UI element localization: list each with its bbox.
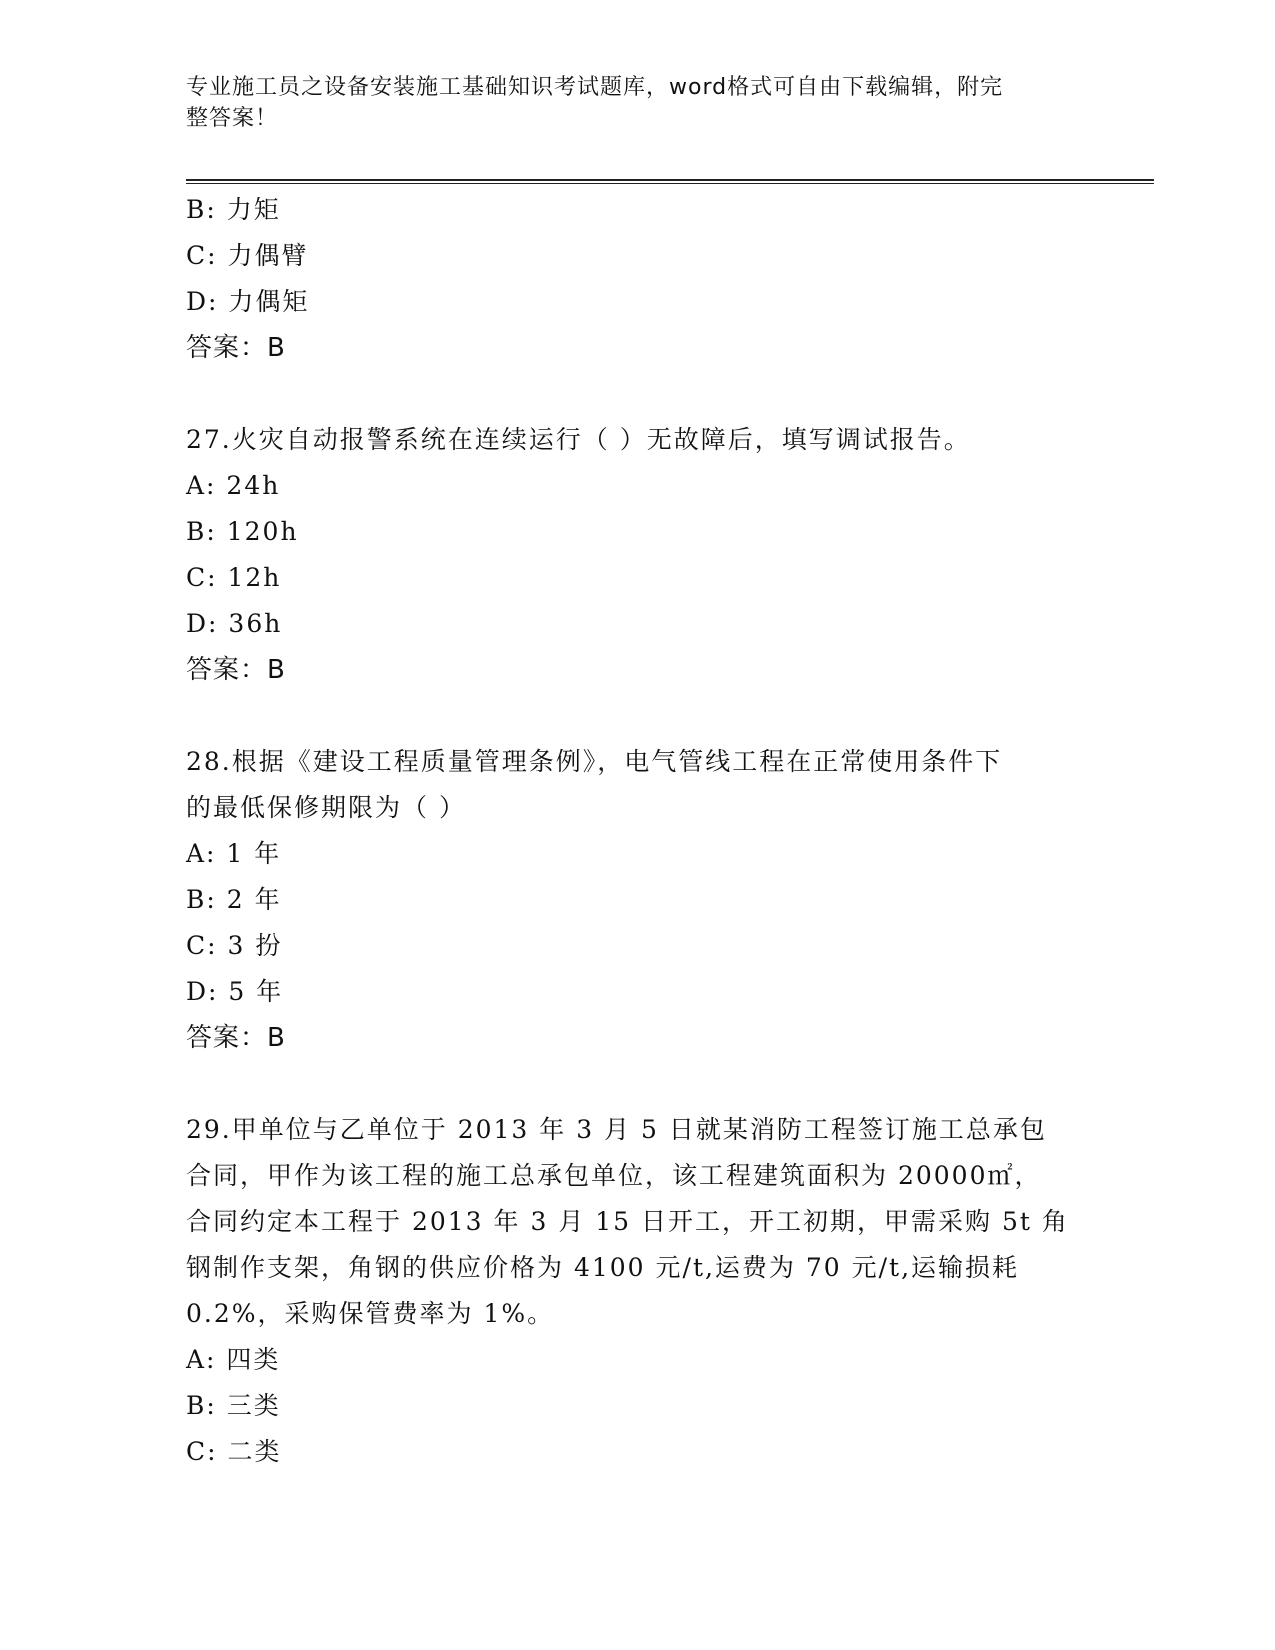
option-c: C: 3 扮 bbox=[186, 931, 283, 960]
question-list bbox=[186, 187, 1069, 1475]
question-stem-line: 的最低保修期限为（ ） bbox=[186, 793, 466, 822]
answer: 答案：B bbox=[186, 1023, 286, 1053]
question-stem bbox=[186, 1107, 1069, 1337]
question-stem-line: 钢制作支架，角钢的供应价格为 4100 元/t,运费为 70 元/t,运输损耗 bbox=[186, 1253, 1020, 1282]
header-divider-thin bbox=[186, 183, 1154, 184]
option-d: D: 5 年 bbox=[186, 977, 284, 1006]
question-stem-line: 0.2%，采购保管费率为 1%。 bbox=[186, 1299, 555, 1328]
spacer bbox=[186, 693, 1066, 739]
question-stem: 27.火灾自动报警系统在连续运行（ ）无故障后，填写调试报告。 bbox=[186, 425, 971, 454]
question-29 bbox=[186, 1107, 1069, 1475]
option-c: C: 二类 bbox=[186, 1437, 282, 1466]
spacer bbox=[186, 1061, 1066, 1107]
option-a: A: 24h bbox=[186, 471, 281, 500]
option-a: A: 四类 bbox=[186, 1345, 281, 1374]
option-b: B: 2 年 bbox=[186, 885, 282, 914]
option-d: D: 力偶矩 bbox=[186, 287, 310, 316]
option-d: D: 36h bbox=[186, 609, 283, 638]
answer: 答案：B bbox=[186, 655, 286, 685]
option-c: C: 力偶臂 bbox=[186, 241, 309, 270]
question-26 bbox=[186, 187, 1066, 371]
spacer bbox=[186, 371, 1066, 417]
option-b: B: 120h bbox=[186, 517, 299, 546]
option-c: C: 12h bbox=[186, 563, 282, 592]
document-header bbox=[186, 72, 1066, 134]
option-b: B: 力矩 bbox=[186, 195, 281, 224]
question-stem-line: 29.甲单位与乙单位于 2013 年 3 月 5 日就某消防工程签订施工总承包 bbox=[186, 1115, 1047, 1144]
question-28 bbox=[186, 739, 1066, 1061]
question-stem-line: 合同，甲作为该工程的施工总承包单位，该工程建筑面积为 20000㎡， bbox=[186, 1161, 1042, 1190]
header-title-line-2: 整答案！ bbox=[186, 106, 279, 131]
option-b: B: 三类 bbox=[186, 1391, 281, 1420]
header-title-line-1: 专业施工员之设备安装施工基础知识考试题库，word格式可自由下载编辑，附完 bbox=[186, 75, 1004, 100]
question-27 bbox=[186, 417, 1066, 693]
answer: 答案：B bbox=[186, 333, 286, 363]
option-a: A: 1 年 bbox=[186, 839, 282, 868]
question-stem bbox=[186, 739, 1066, 831]
header-divider-thick bbox=[186, 179, 1154, 181]
question-stem-line: 合同约定本工程于 2013 年 3 月 15 日开工，开工初期，甲需采购 5t 角 bbox=[186, 1207, 1069, 1236]
question-stem-line: 28.根据《建设工程质量管理条例》，电气管线工程在正常使用条件下 bbox=[186, 747, 1003, 776]
